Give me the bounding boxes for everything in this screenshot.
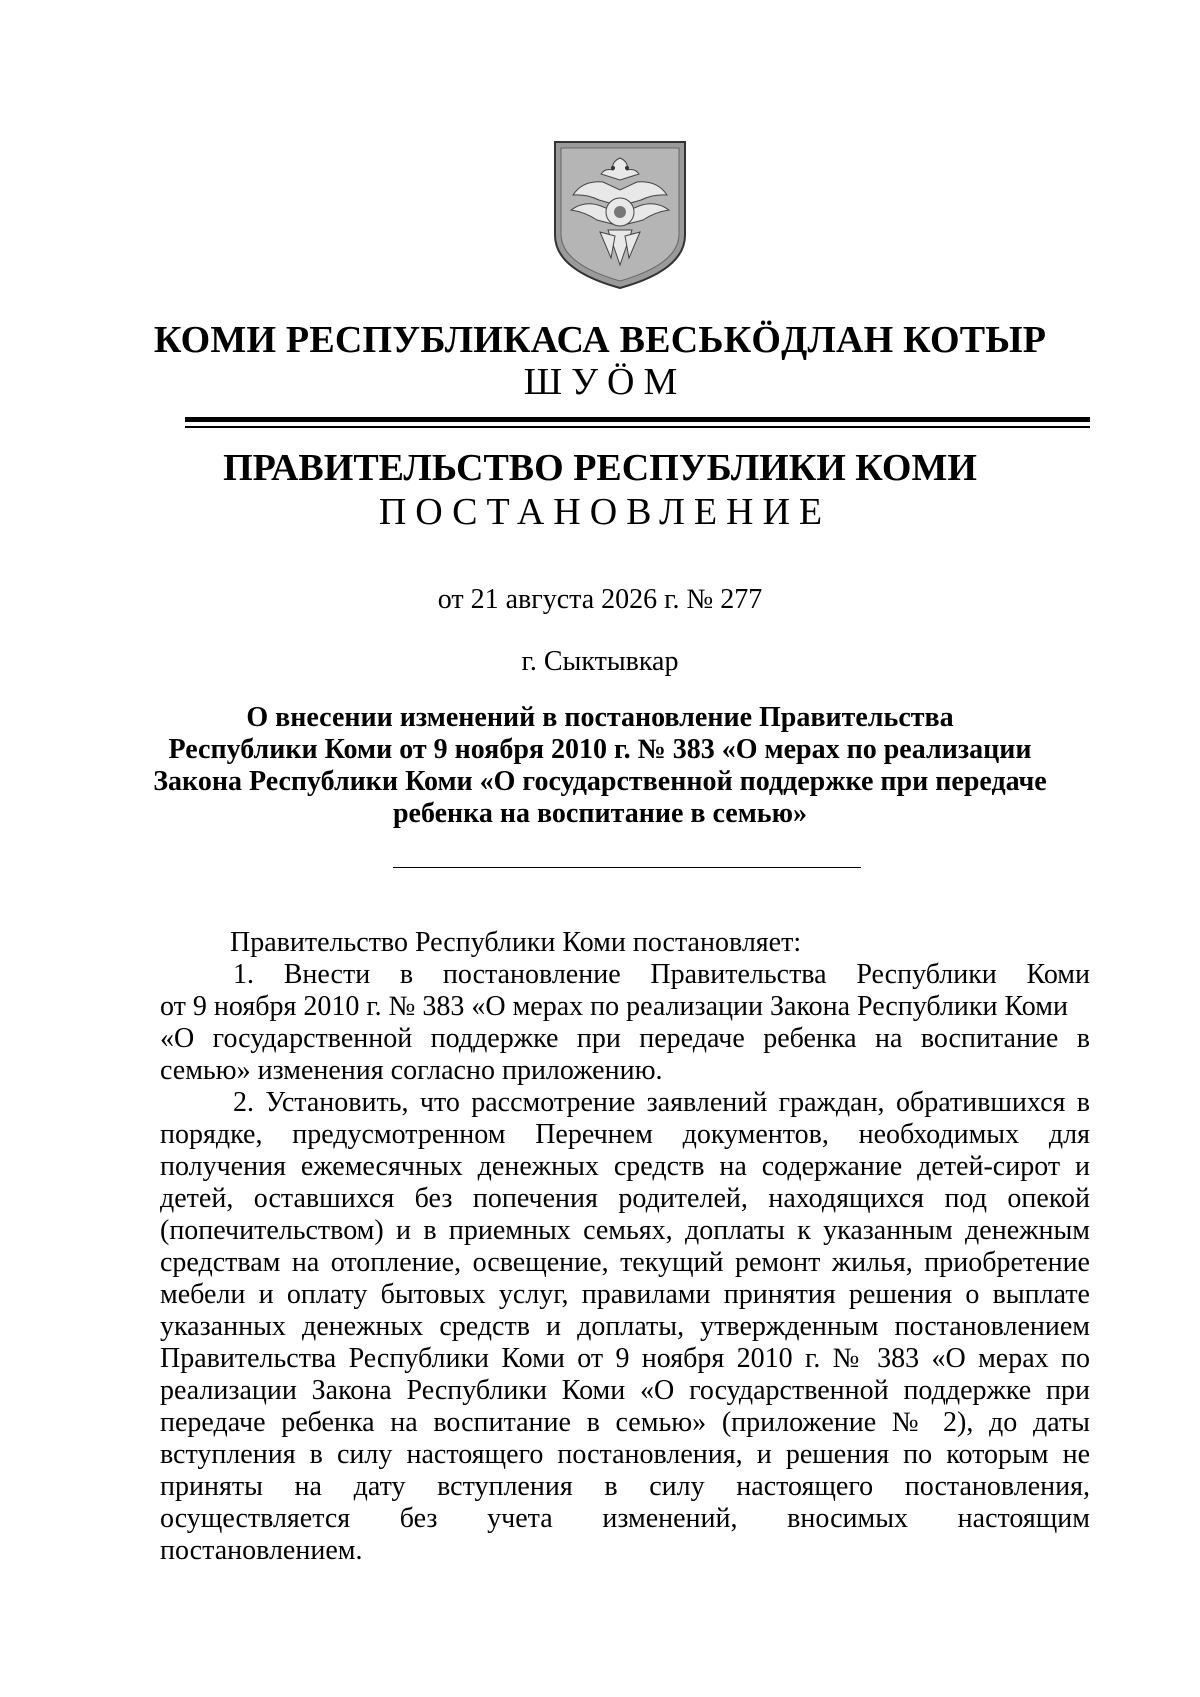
paragraph-2-line: передаче ребенка на воспитание в семью» (приложение № 2), до даты [160,1407,1090,1438]
paragraph-2-line: постановлением. [160,1535,363,1566]
paragraph-2-line: Правительства Республики Коми от 9 ноября 2010 г. № 383 «О мерах по [160,1343,1090,1374]
paragraph-2-line: получения ежемесячных денежных средств на содержание детей-сирот и [160,1151,1090,1182]
komi-document-type: ШУӦМ [523,361,687,403]
paragraph-2-line: детей, оставшихся без попечения родителей, находящихся под опекой [160,1183,1090,1214]
paragraph-1-line: 1. Внести в постановление Правительства Республики Коми [233,959,1090,990]
paragraph-1-line: «О государственной поддержке при передаче ребенка на воспитание в [160,1023,1090,1054]
paragraph-2-line: мебели и оплату бытовых услуг, правилами принятия решения о выплате [160,1279,1090,1310]
subject-line: ребенка на воспитание в семью» [392,798,808,829]
paragraph-2-line: осуществляется без учета изменений, вносимых настоящим [160,1503,1090,1534]
paragraph-2-line: приняты на дату вступления в силу настоящего постановления, [160,1471,1090,1502]
header-double-rule-thin [185,426,1090,428]
subject-line: Закона Республики Коми «О государственной поддержке при передаче [153,766,1047,797]
document-body [160,927,1090,1567]
paragraph-2-line: указанных денежных средств и доплаты, утвержденным постановлением [160,1311,1090,1342]
paragraph-2-line: вступления в силу настоящего постановления, и решения по которым не [160,1439,1090,1470]
paragraph-2-line: средствам на отопление, освещение, текущий ремонт жилья, приобретение [160,1247,1090,1278]
komi-government-title: КОМИ РЕСПУБЛИКАСА ВЕСЬКӦДЛАН КОТЫР [153,319,1047,361]
subject-line: Республики Коми от 9 ноября 2010 г. № 383 «О мерах по реализации [168,734,1032,765]
paragraph-2-line: 2. Установить, что рассмотрение заявлений граждан, обратившихся в [233,1087,1090,1118]
government-title: ПРАВИТЕЛЬСТВО РЕСПУБЛИКИ КОМИ [223,447,977,489]
paragraph-2-line: реализации Закона Республики Коми «О государственной поддержке при [160,1375,1090,1406]
subject-underline [393,867,861,868]
paragraph-2-line: порядке, предусмотренном Перечнем документов, необходимых для [160,1119,1090,1150]
header-double-rule-thick [185,417,1090,422]
paragraph-2-line: (попечительством) и в приемных семьях, доплаты к указанным денежным [160,1215,1090,1246]
document-date-number: от 21 августа 2026 г. № 277 [437,584,763,615]
paragraph-1-line: от 9 ноября 2010 г. № 383 «О мерах по реализации Закона Республики Коми [160,991,1068,1022]
document-subject [0,702,1200,830]
document-city: г. Сыктывкар [521,646,679,677]
subject-line: О внесении изменений в постановление Правительства [246,702,954,733]
komi-coat-of-arms-icon [553,140,687,290]
coat-of-arms [553,140,687,290]
document-type: ПОСТАНОВЛЕНИЕ [378,491,832,533]
paragraph-1-line: семью» изменения согласно приложению. [160,1055,663,1086]
body-intro: Правительство Республики Коми постановляет: [230,927,802,958]
